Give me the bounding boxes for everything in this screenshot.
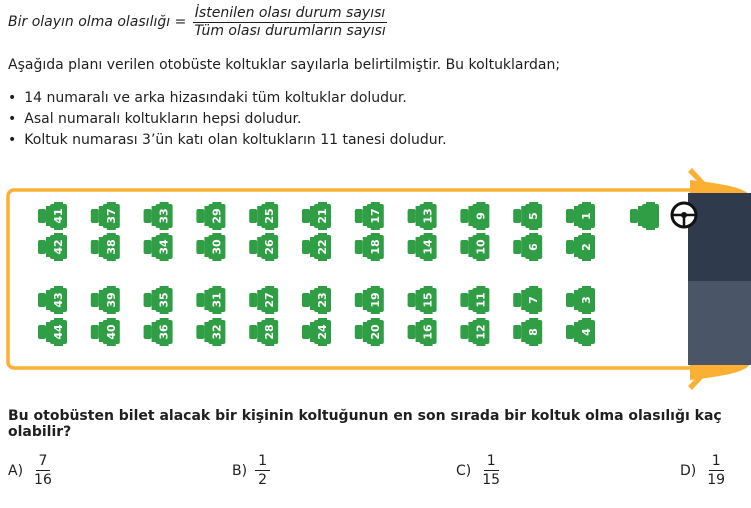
seat-number: 23 [316, 292, 329, 308]
seat-number: 28 [263, 324, 277, 340]
seat-number: 39 [104, 292, 118, 308]
seat-number: 14 [421, 239, 435, 255]
seat-number: 22 [316, 239, 329, 255]
choice-c[interactable] [456, 452, 503, 489]
seat-number: 20 [368, 324, 382, 340]
seat-number: 2 [580, 243, 593, 251]
seat-number: 15 [421, 292, 435, 308]
choice-d[interactable] [680, 452, 728, 489]
seat-number: 16 [421, 324, 435, 340]
formula-fraction [192, 5, 387, 40]
formula-denominator: Tüm olası durumların sayısı [194, 22, 386, 39]
seat-number: 27 [263, 292, 277, 308]
seat-number: 24 [316, 324, 329, 340]
seat-number: 5 [527, 212, 541, 220]
fraction-numerator: 1 [709, 452, 724, 471]
formula-label: Bir olayın olma olasılığı = [8, 14, 187, 30]
choice-letter: C) [456, 462, 472, 479]
seat-number: 30 [210, 239, 224, 255]
choice-fraction [255, 452, 270, 489]
seat-number: 42 [52, 239, 65, 255]
seat-number: 26 [263, 239, 277, 255]
windshield-upper [688, 193, 751, 281]
fraction-denominator: 2 [258, 472, 267, 488]
choice-fraction [31, 452, 55, 489]
seat-number: 6 [527, 243, 541, 251]
seat-number: 37 [104, 208, 118, 224]
seat-number: 9 [474, 212, 488, 220]
seat-number: 13 [421, 208, 435, 224]
seat-number: 17 [368, 208, 382, 224]
fraction-denominator: 19 [707, 472, 726, 488]
seat-number: 10 [474, 239, 488, 255]
choice-letter: B) [232, 462, 248, 479]
seat-number: 1 [580, 212, 593, 220]
bus-seat-plan [0, 160, 751, 395]
steering-wheel-icon [672, 203, 696, 227]
seat-number: 43 [52, 292, 65, 308]
choice-fraction [704, 452, 728, 489]
seat-number: 40 [104, 324, 118, 340]
seat-number: 11 [474, 292, 488, 308]
intro-text: Aşağıda planı verilen otobüste koltuklar sayılarla belirtilmiştir. Bu koltuklardan; [8, 57, 561, 73]
seat-number: 31 [210, 292, 224, 308]
condition-item: • Koltuk numarası 3’ün katı olan koltukların 11 tanesi doludur. [8, 130, 447, 151]
seat-number: 19 [368, 292, 382, 308]
fraction-numerator: 7 [36, 452, 51, 471]
choice-letter: D) [680, 462, 697, 479]
seat-number: 18 [368, 239, 382, 255]
windshield-lower [688, 281, 751, 365]
seat-number: 8 [527, 328, 541, 336]
question-text: Bu otobüsten bilet alacak bir kişinin koltuğunun en son sırada bir koltuk olma olasılığı kaç olabilir? [8, 408, 722, 440]
seat-number: 32 [210, 324, 224, 340]
fraction-denominator: 16 [34, 472, 52, 488]
seat-number: 35 [157, 292, 171, 308]
seat-number: 25 [263, 208, 277, 224]
seat-number: 3 [580, 296, 593, 304]
choice-a[interactable] [8, 452, 55, 489]
condition-item: • Asal numaralı koltukların hepsi doludur. [8, 109, 447, 130]
seat-number: 7 [527, 296, 541, 304]
fraction-numerator: 1 [484, 452, 499, 471]
fraction-denominator: 15 [482, 472, 501, 488]
condition-item: • 14 numaralı ve arka hizasındaki tüm koltuklar doludur. [8, 88, 447, 109]
choice-letter: A) [8, 462, 24, 479]
formula-numerator: İstenilen olası durum sayısı [194, 4, 386, 21]
seat-number: 44 [52, 324, 65, 340]
choice-b[interactable] [232, 452, 270, 489]
seat-number: 33 [157, 208, 171, 224]
probability-formula [8, 2, 388, 42]
seat-number: 34 [157, 239, 171, 255]
fraction-numerator: 1 [255, 452, 270, 471]
seat-number: 36 [157, 324, 171, 340]
seat-number: 12 [474, 324, 488, 340]
seat-number: 4 [580, 328, 593, 336]
seat-number: 21 [316, 208, 329, 224]
seat-number: 38 [104, 239, 118, 255]
choice-fraction [479, 452, 503, 489]
seat-number: 41 [52, 208, 65, 224]
condition-list [8, 88, 447, 151]
seat-number: 29 [210, 208, 224, 224]
